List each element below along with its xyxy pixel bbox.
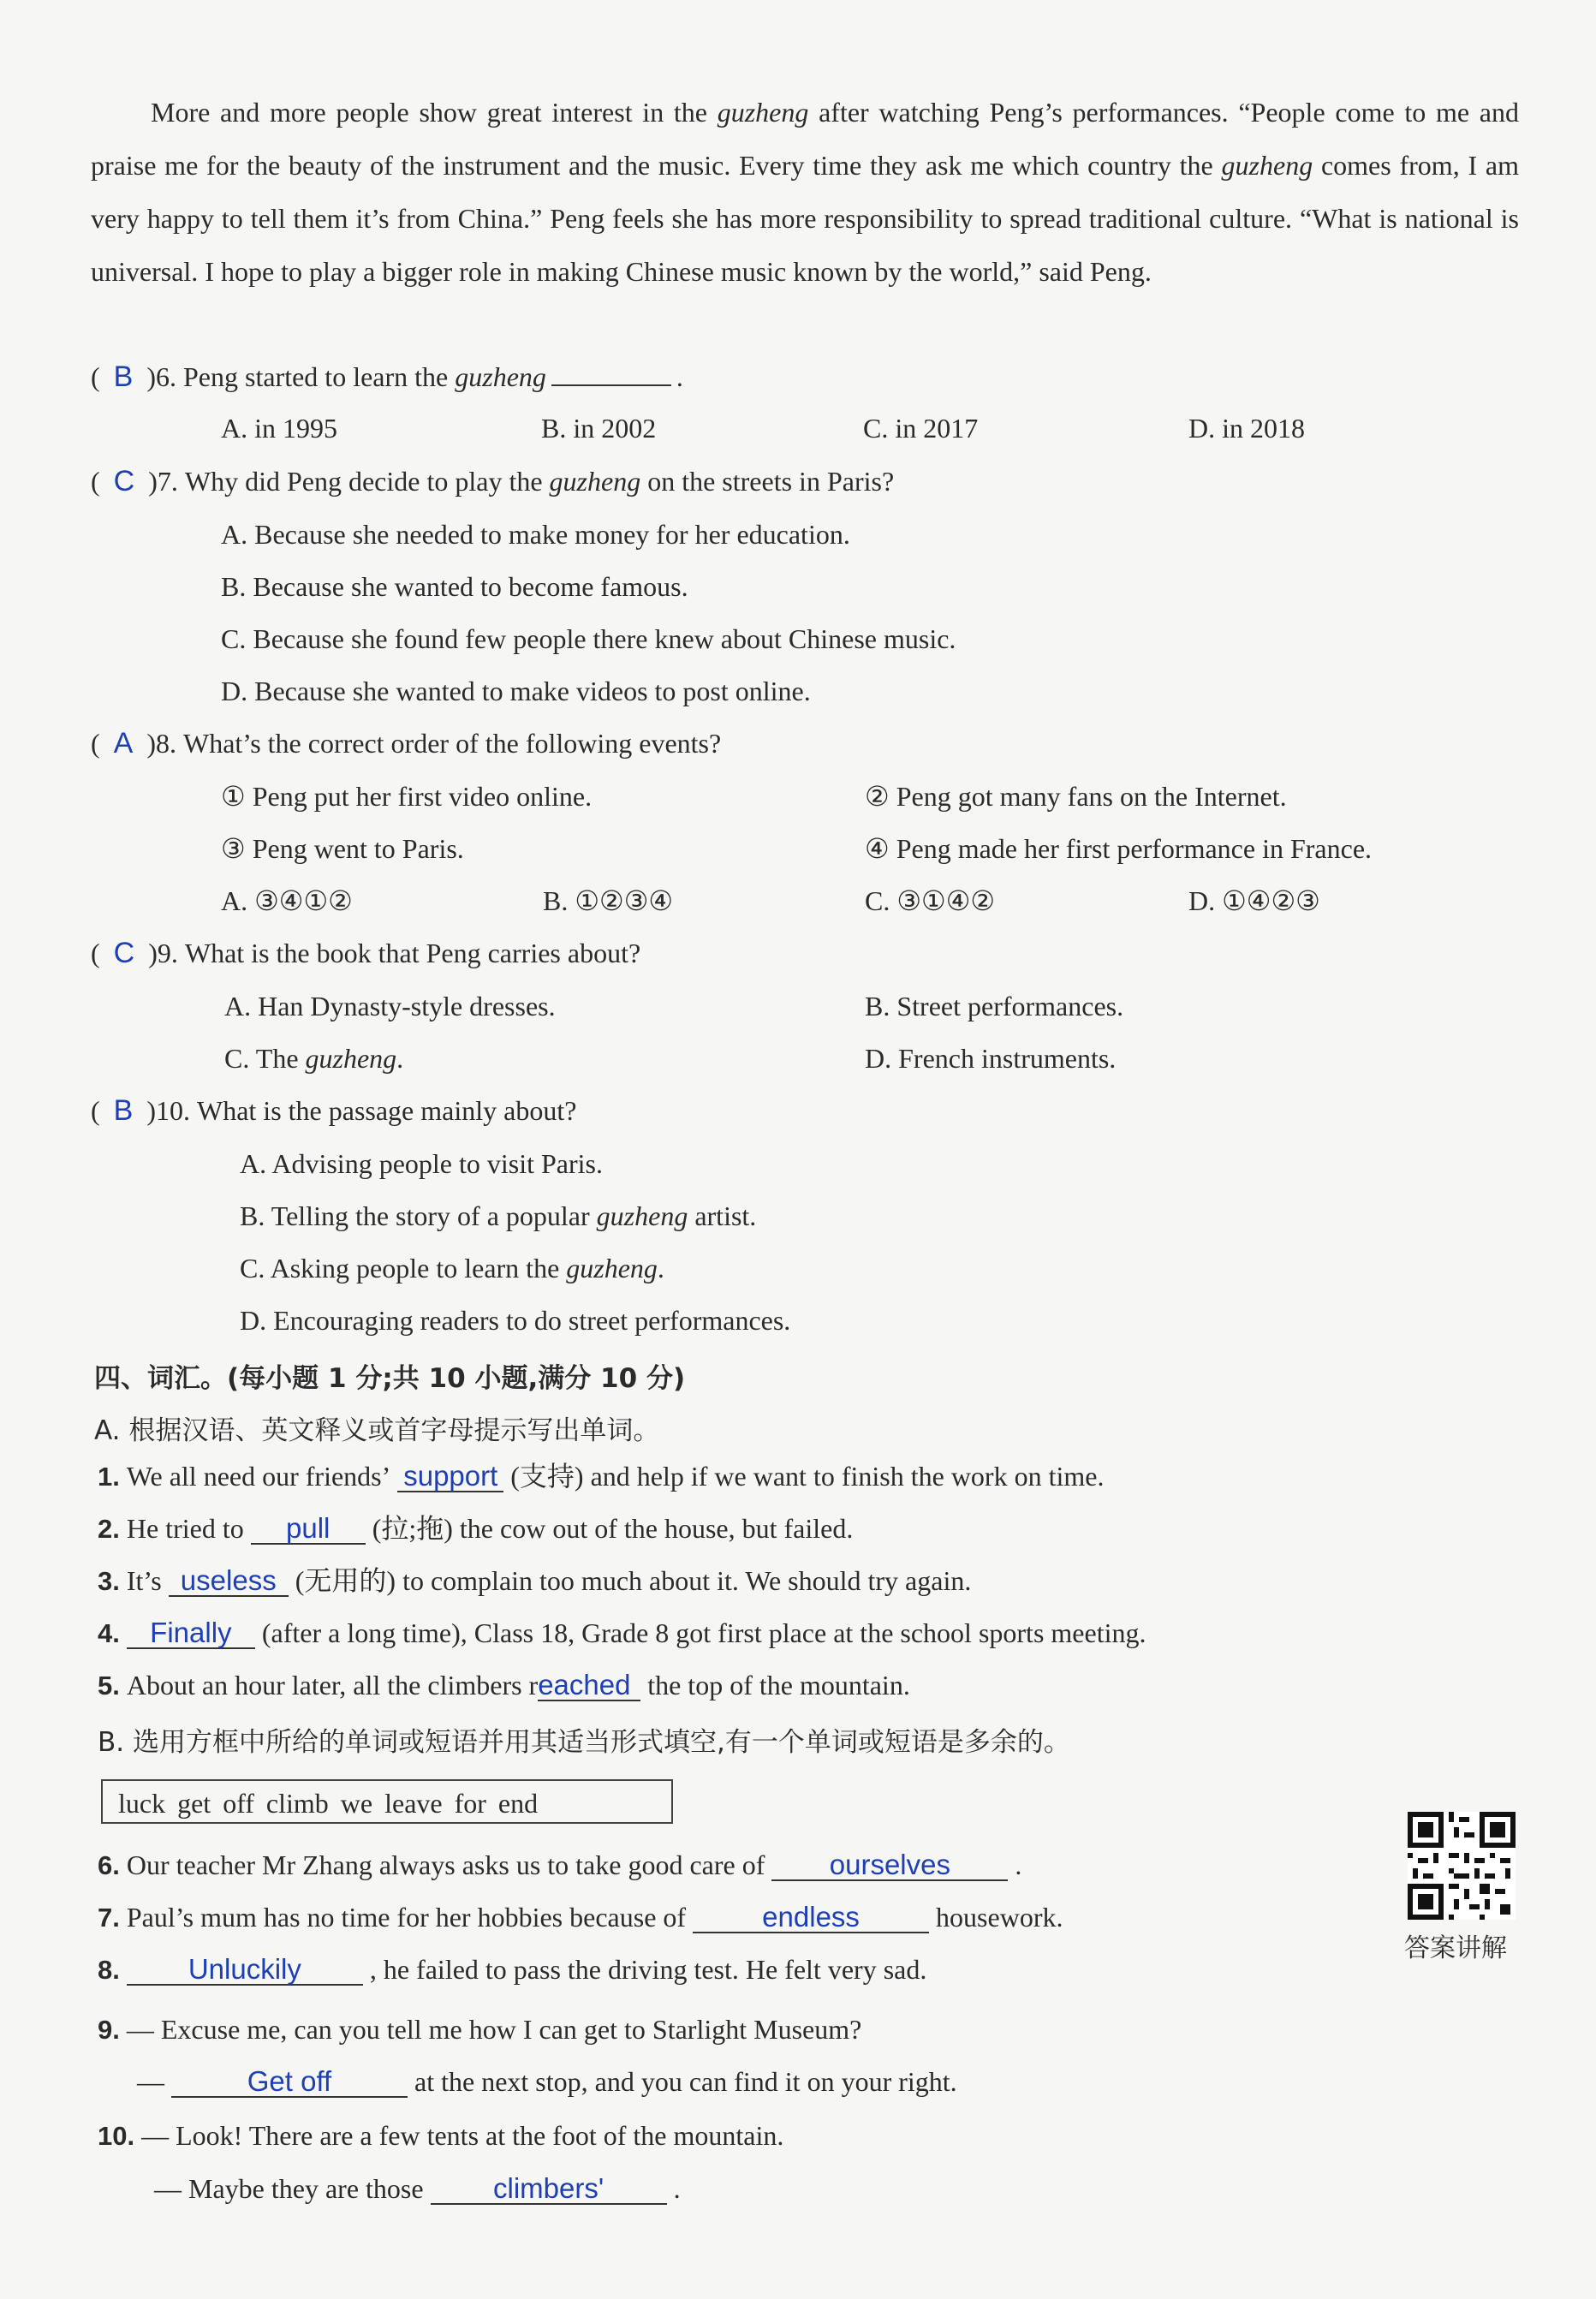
option-c: C. ③①④② — [865, 885, 996, 916]
event-4: ④ Peng made her first performance in France. — [865, 833, 1373, 864]
option-a: A. Han Dynasty-style dresses. — [224, 991, 556, 1021]
vocab-a-item-2: 2. He tried to pull (拉;拖) the cow out of the house, but failed. — [98, 1512, 854, 1544]
option-c: C. Asking people to learn the guzheng. — [240, 1253, 664, 1284]
option-b: B. Telling the story of a popular guzheng artist. — [240, 1200, 757, 1231]
vocab-b-item-9-reply: — Get off at the next stop, and you can find it on your right. — [137, 2065, 957, 2097]
option-b: B. Because she wanted to become famous. — [221, 571, 688, 602]
answer-letter: B — [113, 360, 134, 393]
question-6: ( B )6. Peng started to learn the guzheng . — [91, 360, 683, 393]
option-a: A. Advising people to visit Paris. — [240, 1148, 603, 1179]
answer-blank — [551, 362, 671, 386]
option-d: D. Encouraging readers to do street performances. — [240, 1305, 791, 1336]
option-b: B. ①②③④ — [543, 885, 674, 916]
option-d: D. Because she wanted to make videos to post online. — [221, 676, 811, 706]
vocab-a-item-1: 1. We all need our friends’ support (支持) and help if we want to finish the work on time. — [98, 1460, 1105, 1492]
option-c: C. Because she found few people there knew about Chinese music. — [221, 623, 956, 654]
qr-caption: 答案讲解 — [1404, 1933, 1507, 1963]
vocab-b-item-8: 8. Unluckily , he failed to pass the driving test. He felt very sad. — [98, 1953, 927, 1985]
word-box: luck get off climb we leave for end — [101, 1779, 673, 1824]
answer-letter: C — [113, 937, 135, 969]
question-10: ( B )10. What is the passage mainly about? — [91, 1094, 577, 1127]
option-b: B. in 2002 — [541, 413, 657, 444]
answer-fill: Finally — [127, 1618, 255, 1649]
question-8: ( A )8. What’s the correct order of the following events? — [91, 727, 722, 759]
question-9: ( C )9. What is the book that Peng carries about? — [91, 937, 641, 969]
answer-letter: C — [113, 465, 135, 497]
vocab-a-item-3: 3. It’s useless (无用的) to complain too much about it. We should try again. — [98, 1564, 972, 1596]
option-a: A. in 1995 — [221, 413, 337, 444]
answer-fill: Unluckily — [127, 1955, 363, 1986]
option-c: C. The guzheng. — [224, 1043, 404, 1074]
answer-fill: pull — [251, 1514, 366, 1545]
event-2: ② Peng got many fans on the Internet. — [865, 781, 1287, 812]
answer-letter: B — [113, 1094, 134, 1127]
event-1: ① Peng put her first video online. — [221, 781, 593, 812]
vocab-section-title: 四、词汇。(每小题 1 分;共 10 小题,满分 10 分) — [94, 1363, 686, 1394]
option-d: D. in 2018 — [1188, 413, 1305, 444]
qr-code-icon[interactable] — [1408, 1812, 1516, 1920]
passage-paragraph: More and more people show great interest in the guzheng after watching Peng’s performances. “People come to me and praise me for the beauty of the instrument and the music. Every time they ask me which country the guzheng comes from, I am very happy to tell them it’s from China.” Peng feels she has more responsibility to spread traditional culture. “What is national is universal. I hope to play a bigger role in making Chinese music known by the world,” said Peng. — [91, 97, 1520, 287]
vocab-b-item-10: 10. — Look! There are a few tents at the foot of the mountain. — [98, 2120, 784, 2151]
reading-passage — [91, 86, 1519, 298]
event-3: ③ Peng went to Paris. — [221, 833, 464, 864]
vocab-b-item-7: 7. Paul’s mum has no time for her hobbies because of endless housework. — [98, 1901, 1063, 1933]
option-d: D. ①④②③ — [1188, 885, 1320, 916]
answer-fill: endless — [693, 1903, 929, 1933]
answer-fill: climbers' — [431, 2174, 667, 2205]
question-stem: What is the book that Peng carries about? — [184, 938, 641, 968]
vocab-b-item-9: 9. — Excuse me, can you tell me how I can get to Starlight Museum? — [98, 2014, 862, 2045]
part-a-title: A. 根据汉语、英文释义或首字母提示写出单词。 — [94, 1415, 660, 1446]
answer-fill: Get off — [171, 2067, 408, 2098]
option-b: B. Street performances. — [865, 991, 1124, 1021]
vocab-a-item-5: 5. About an hour later, all the climbers reached the top of the mountain. — [98, 1669, 910, 1700]
answer-fill: ourselves — [771, 1850, 1008, 1881]
question-stem: Peng started to learn the guzheng — [183, 361, 546, 392]
option-a: A. Because she needed to make money for her education. — [221, 519, 850, 550]
question-7: ( C )7. Why did Peng decide to play the guzheng on the streets in Paris? — [91, 465, 895, 497]
part-b-title: B. 选用方框中所给的单词或短语并用其适当形式填空,有一个单词或短语是多余的。 — [98, 1727, 1070, 1758]
option-d: D. French instruments. — [865, 1043, 1117, 1074]
vocab-b-item-10-reply: — Maybe they are those climbers' . — [154, 2172, 681, 2204]
question-stem: Why did Peng decide to play the guzheng on the streets in Paris? — [184, 466, 895, 497]
option-c: C. in 2017 — [863, 413, 979, 444]
question-stem: What’s the correct order of the following events? — [183, 728, 722, 759]
option-a: A. ③④①② — [221, 885, 353, 916]
vocab-b-item-6: 6. Our teacher Mr Zhang always asks us to take good care of ourselves . — [98, 1849, 1022, 1880]
answer-fill: support — [397, 1462, 503, 1492]
question-stem: What is the passage mainly about? — [197, 1095, 577, 1126]
answer-letter: A — [113, 727, 134, 759]
vocab-a-item-4: 4. Finally (after a long time), Class 18, Grade 8 got first place at the school sports meeting. — [98, 1617, 1146, 1648]
answer-fill: eached — [538, 1671, 640, 1701]
answer-fill: useless — [169, 1566, 289, 1597]
